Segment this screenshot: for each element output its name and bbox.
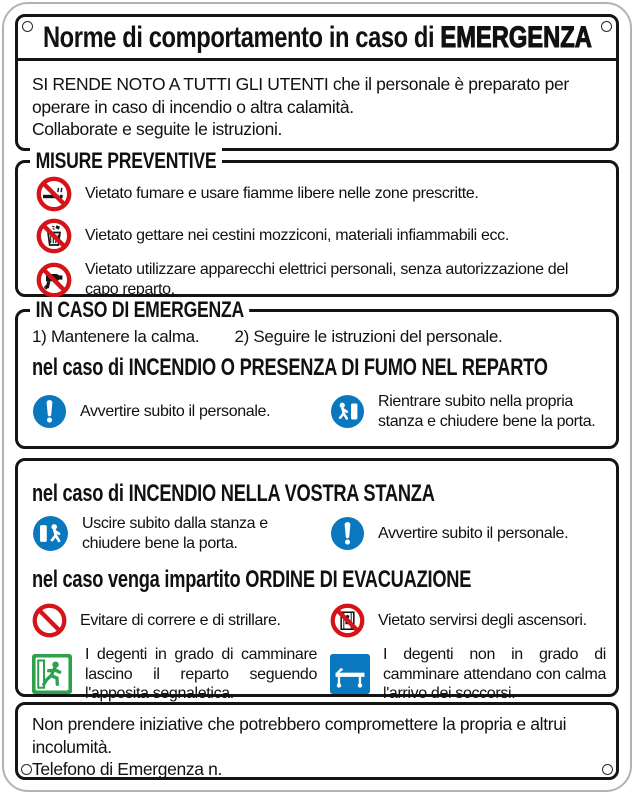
preventive-section	[15, 148, 619, 298]
item-text: Uscire subito dalla stanza e chiudere bene la porta.	[82, 515, 268, 552]
room-evacuation-section	[15, 458, 619, 702]
list-item	[330, 645, 606, 704]
list-item	[32, 603, 330, 638]
intro-paragraph: SI RENDE NOTO A TUTTI GLI UTENTI che il personale è preparato per operare in caso di incendio o altra calamità.	[32, 74, 569, 117]
intro-paragraph: Collaborate e seguite le istruzioni.	[32, 119, 283, 139]
list-item	[330, 516, 606, 551]
item-text: I degenti in grado di camminare lascino il reparto seguendo l'apposita segnaletica.	[85, 646, 317, 702]
no-litter-icon	[36, 218, 72, 254]
footer-section	[15, 702, 619, 780]
no-electric-devices-icon	[36, 262, 72, 298]
list-item	[32, 394, 330, 429]
item-text: I degenti non in grado di camminare attendano con calma l'arrivo dei soccorsi.	[383, 646, 606, 702]
title-emphasis: EMERGENZA	[440, 20, 592, 54]
section-legend: IN CASO DI EMERGENZA	[30, 297, 250, 323]
item-text: Vietato fumare e usare fiamme libere nelle zone prescritte.	[85, 185, 479, 203]
subsection-heading: nel caso di INCENDIO NELLA VOSTRA STANZA	[32, 480, 435, 507]
steps-line	[32, 327, 606, 347]
item-text: Vietato utilizzare apparecchi elettrici personali, senza autorizzazione del capo reparto.	[85, 261, 569, 298]
list-item	[330, 392, 606, 431]
list-item	[36, 260, 604, 299]
return-to-room-icon	[330, 394, 365, 429]
page-title	[43, 21, 592, 55]
attention-icon	[330, 516, 365, 551]
item-text: Avvertire subito il personale.	[378, 524, 569, 542]
screw-hole	[21, 764, 32, 775]
no-smoking-icon	[36, 176, 72, 212]
subsection-heading: nel caso di INCENDIO O PRESENZA DI FUMO NEL REPARTO	[32, 354, 548, 381]
list-item	[32, 645, 330, 704]
list-item	[32, 514, 330, 553]
no-running-icon	[32, 603, 67, 638]
section-legend: MISURE PREVENTIVE	[30, 148, 222, 174]
item-text: Rientrare subito nella propria stanza e chiudere bene la porta.	[378, 393, 596, 430]
emergency-exit-icon	[32, 654, 72, 694]
bed-patients-icon	[330, 654, 370, 694]
item-text: Vietato gettare nei cestini mozziconi, materiali infiammabili ecc.	[85, 227, 509, 245]
item-text: Avvertire subito il personale.	[80, 402, 271, 420]
title-lead: Norme di comportamento in caso di	[42, 20, 441, 54]
emergency-phone-label: Telefono di Emergenza n.	[32, 759, 223, 779]
emergency-section	[15, 297, 619, 449]
item-text: Evitare di correre e di strillare.	[80, 611, 281, 629]
subsection-heading: nel caso venga impartito ORDINE DI EVACUAZIONE	[32, 566, 472, 593]
footer-warning: Non prendere iniziative che potrebbero compromettere la propria e altrui incolumità.	[32, 714, 567, 757]
item-text: Vietato servirsi degli ascensori.	[378, 611, 587, 629]
intro-text	[18, 61, 616, 141]
title-bar	[18, 17, 616, 61]
leave-room-icon	[32, 515, 69, 552]
step-1: 1) Mantenere la calma.	[32, 327, 200, 346]
list-item	[330, 603, 606, 638]
list-item	[36, 218, 604, 254]
screw-hole	[22, 21, 33, 32]
footer-text	[18, 705, 616, 781]
attention-icon	[32, 394, 67, 429]
screw-hole	[602, 764, 613, 775]
list-item	[36, 176, 604, 212]
header-box	[15, 14, 619, 151]
no-elevator-icon	[330, 603, 365, 638]
step-2: 2) Seguire le istruzioni del personale.	[234, 327, 503, 346]
screw-hole	[601, 21, 612, 32]
